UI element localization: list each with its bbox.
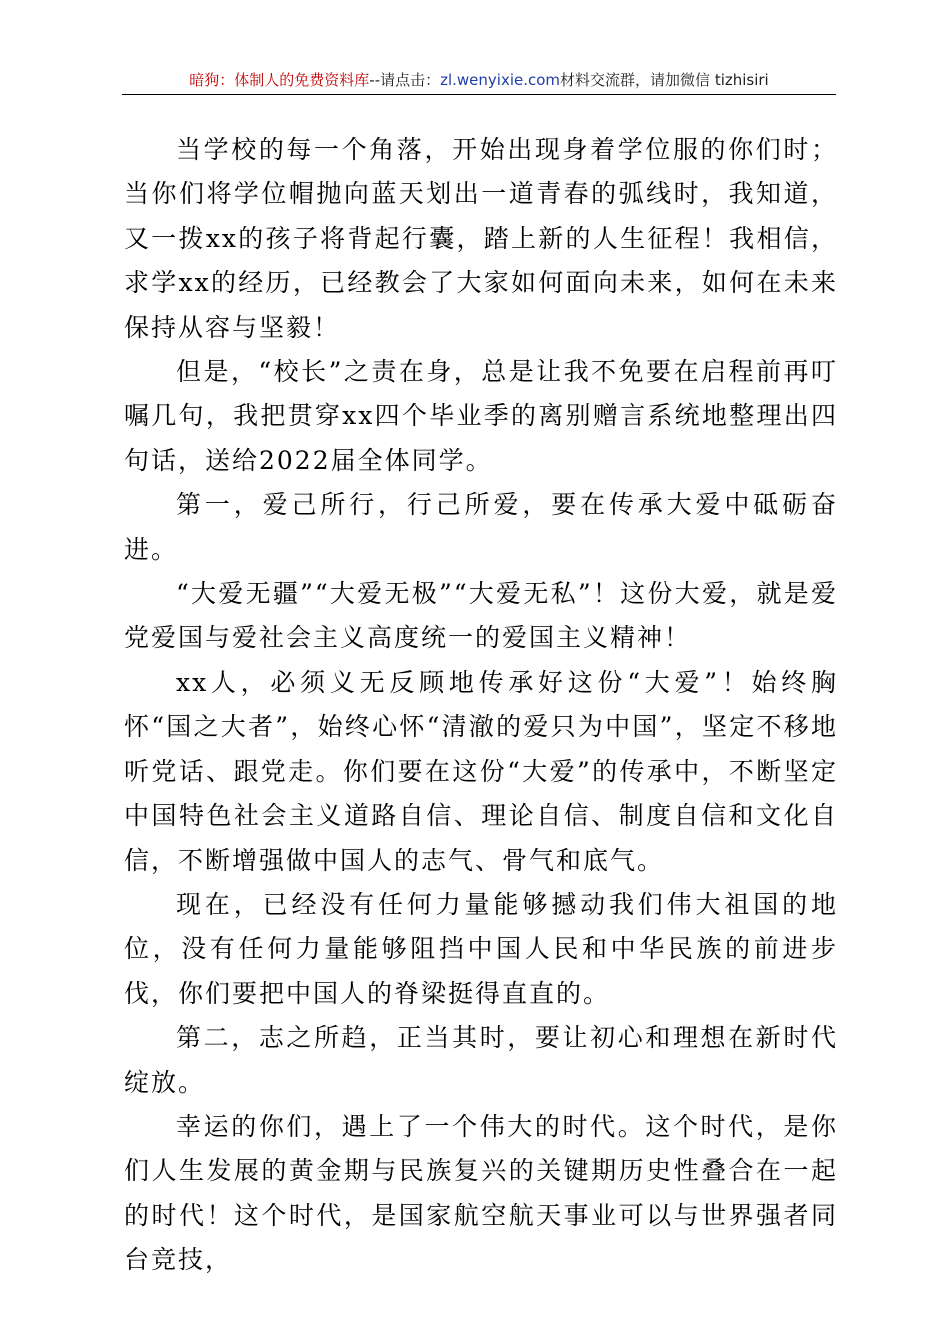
document-body [124, 128, 838, 1283]
paragraph: “大爱无疆”“大爱无极”“大爱无私”！这份大爱，就是爱党爱国与爱社会主义高度统一的爱国主义精神！ [124, 579, 838, 653]
page-header [122, 66, 836, 95]
paragraph: xx人，必须义无反顾地传承好这份“大爱”！始终胸怀“国之大者”，始终心怀“清澈的爱只为中国”，坚定不移地听党话、跟党走。你们要在这份“大爱”的传承中，不断坚定中国特色社会主义道路自信、理论自信、制度自信和文化自信，不断增强做中国人的志气、骨气和底气。 [124, 667, 838, 875]
paragraph: 幸运的你们，遇上了一个伟大的时代。这个时代，是你们人生发展的黄金期与民族复兴的关键期历史性叠合在一起的时代！这个时代，是国家航空航天事业可以与世界强者同台竞技， [124, 1111, 838, 1275]
paragraph: 但是，“校长”之责在身，总是让我不免要在启程前再叮嘱几句，我把贯穿xx四个毕业季的离别赠言系统地整理出四句话，送给2022届全体同学。 [124, 357, 838, 475]
paragraph: 现在，已经没有任何力量能够撼动我们伟大祖国的地位，没有任何力量能够阻挡中国人民和中华民族的前进步伐，你们要把中国人的脊梁挺得直直的。 [124, 889, 838, 1008]
header-brand: 暗狗：体制人的免费资料库 [189, 71, 370, 89]
paragraph: 当学校的每一个角落，开始出现身着学位服的你们时；当你们将学位帽抛向蓝天划出一道青春的弧线时，我知道，又一拨xx的孩子将背起行囊，踏上新的人生征程！我相信，求学xx的经历，已经教会了大家如何面向未来，如何在未来保持从容与坚毅！ [124, 135, 838, 342]
header-prompt: --请点击： [369, 71, 441, 89]
header-contact: 材料交流群，请加微信 tizhisiri [560, 71, 769, 89]
header-link[interactable]: zl.wenyixie.com [440, 71, 561, 89]
paragraph: 第二，志之所趋，正当其时，要让初心和理想在新时代绽放。 [124, 1023, 838, 1097]
paragraph: 第一，爱己所行，行己所爱，要在传承大爱中砥砺奋进。 [124, 490, 838, 564]
